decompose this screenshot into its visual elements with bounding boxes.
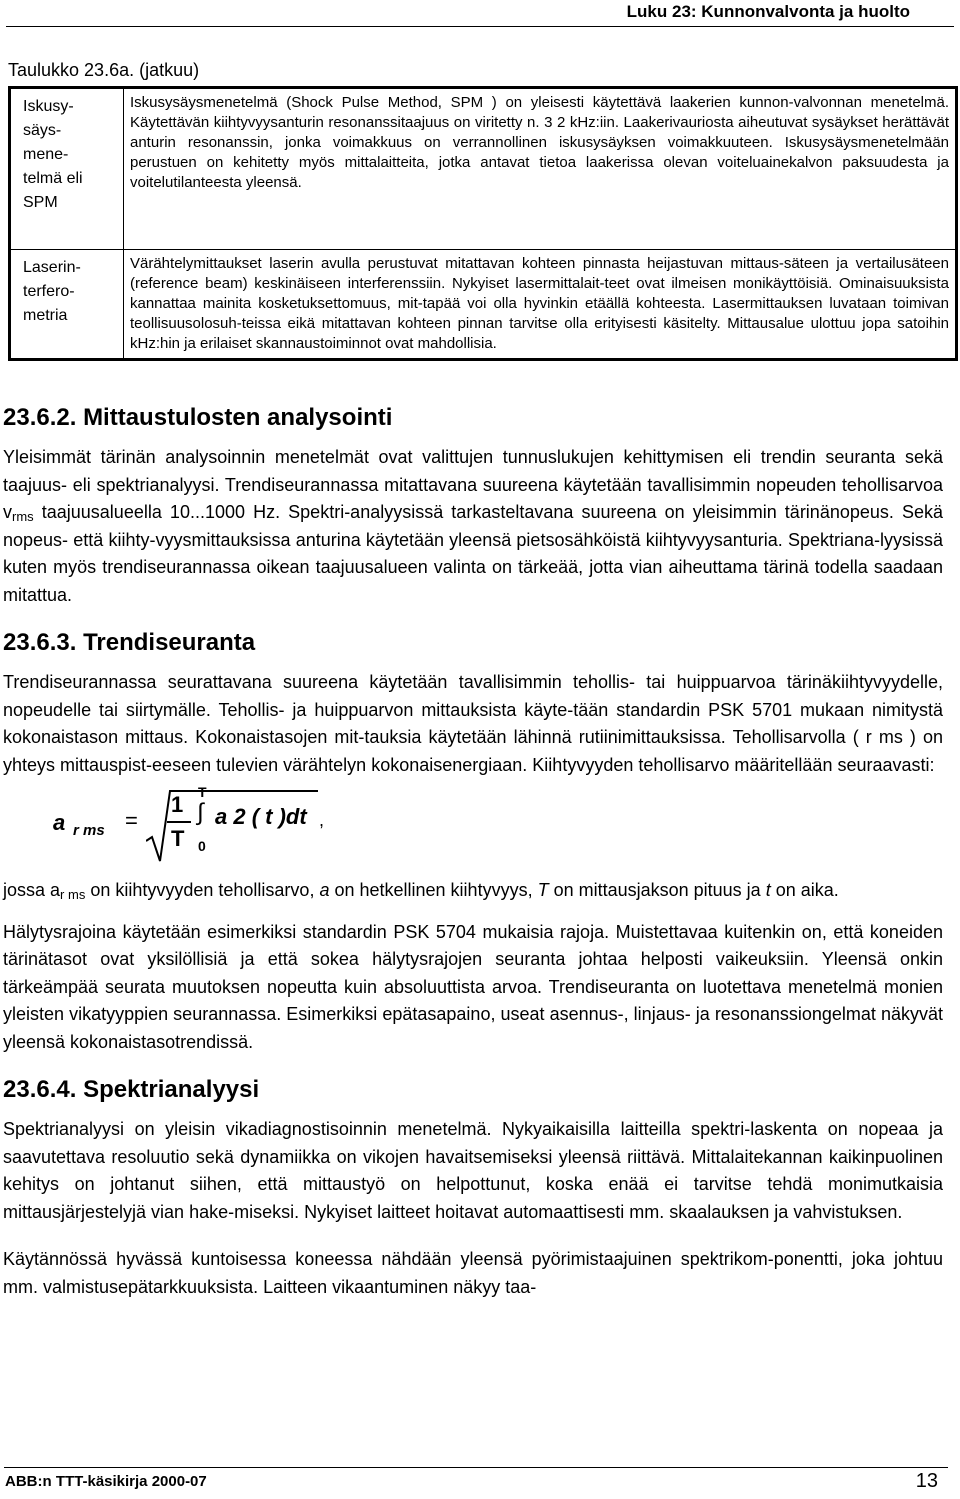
paragraph-text: taajuusalueella 10...1000 Hz. Spektri-analyysissä tarkasteltavana suureena on yleisimmin tärinänopeus. Sekä nopeus- että kiihty-vyysmittauksissa anturina käytetään yleensä pietsosähköistä kiihtyvyysanturia. Spektriana-lyysissä kuten myös trendiseurannassa oikean taajuusalueen valinta on tärkeää, jotta vian aiheuttama tärinä todella saadaan mitattua.	[3, 502, 943, 605]
description-cell: Iskusysäysmenetelmä (Shock Pulse Method, SPM ) on yleisesti käytettävä laakerien kunnon-valvonnan menetelmä. Käytettävän kiihtyvyysanturin resonanssitaajuus on viritetty n. 3 2 kHz:iin. Laakerivauriosta aiheutuvat sysäykset herättävät anturin resonanssin, jonka voimakkuus on verrannollinen iskusysäyksen voimakkuuteen. Iskusysäysmenetelmään perustuen on kehitetty myös mittalaitteita, jotka antavat tietoa laakerissa olevan voiteluainekalvon paksuudesta ja voitelutilanteesta yleensä.	[124, 88, 957, 250]
variable: a	[319, 880, 330, 900]
variable: t	[765, 880, 771, 900]
main-content	[3, 398, 943, 1301]
paragraph-text: on aika.	[770, 880, 839, 900]
formula-lhs: a	[53, 810, 66, 835]
fraction-bar	[167, 821, 191, 823]
section-heading: 23.6.3. Trendiseuranta	[3, 629, 256, 656]
formula-numerator: 1	[171, 792, 184, 817]
paragraph-text: on mittausjakson pituus ja	[548, 880, 766, 900]
description-cell: Värähtelymittaukset laserin avulla perustuvat mitattavan kohteen pinnasta heijastuvan mittaus-säteen ja vertailusäteen (reference beam) keskinäiseen interferenssiin. Nykyiset lasermittalait-teet ovat ilmeisen monikäyttöisiä. Ominaisuuksista kannattaa mainita kosketuksettomuus, mit-tapää voi olla hyvinkin etäällä kohteesta. Lasermittauksen luvataan toimivan teollisuusolosuh-teissa eikä mitattavan kohteen pinnan tarvitse olla erityisesti käsitelty. Mittausalue ulottuu jopa satoihin kHz:hin ja erilaiset skannaustoiminnot ovat mahdollisia.	[124, 250, 957, 360]
formula-integrand: a 2 ( t )dt	[215, 804, 307, 829]
integral-upper-limit: T	[198, 784, 207, 800]
methods-table	[8, 86, 958, 361]
table-row	[10, 88, 957, 250]
paragraph: Hälytysrajoina käytetään esimerkiksi standardin PSK 5704 mukaisia rajoja. Muistettavaa kuitenkin on, että koneiden tärinätasot ovat yksilöllisiä ja että sokea hälytysrajojen seuranta johtaa helposti vaikeuksiin. Yleensä onkin tärkeämpää seurata muutoksen nopeutta kuin absoluuttista arvoa. Trendiseuranta on luotettava menetelmä monien yleisten vikatyyppien seurannassa. Esimerkiksi epätasapaino, useat asennus-, linjaus- ja resonanssiongelmat näkyvät yleensä kokonaistasotrendissä.	[3, 921, 943, 1052]
footer-publication: ABB:n TTT-käsikirja 2000-07	[5, 1473, 207, 1490]
paragraph: Spektrianalyysi on yleisin vikadiagnostisoinnin menetelmä. Nykyaikaisilla laitteilla spektri-laskenta on nopeaa ja saavutettava resoluutio sekä dynamiikka on vikojen havaitsemiseksi yleensä riittävä. Mittalaitekannan kaikinpuolinen kehitys on johtanut siihen, että mittaustyö on helpottunut, koska enää ei tarvitse tehdä monimutkaisia mittausjärjestelyjä vian hake-miseksi. Nykyiset laitteet hoitavat automaattisesti mm. skaalauksen ja vahvistuksen.	[3, 1119, 943, 1222]
table-caption: Taulukko 23.6a. (jatkuu)	[8, 60, 200, 80]
rms-formula	[3, 779, 403, 877]
paragraph: Trendiseurannassa seurattavana suureena käytetään tavallisimmin tehollis- tai huippuarvoa tärinäkiihtyvyydelle, nopeudelle tai siirtymälle. Tehollis- ja huippuarvon mittauksista käyte-tään standardin PSK 5701 mukaan nimitystä kokonaistason mittaus. Kokonaistasojen mit-tauksia käytetään lähinnä rutiinimittauksissa. Tehollisarvolla ( r ms ) on yhteys mittauspist-eeseen tulevien värähtelyn kokonaisenergiaan. Kiihtyvyyden tehollisarvo määritellään seuraavasti:	[3, 672, 943, 775]
term-cell: Iskusy- säys- mene- telmä eli SPM	[10, 88, 124, 250]
table-row	[10, 250, 957, 360]
section-heading: 23.6.4. Spektrianalyysi	[3, 1076, 260, 1103]
paragraph-text: on kiihtyvyyden tehollisarvo,	[85, 880, 320, 900]
running-header: Luku 23: Kunnonvalvonta ja huolto	[626, 2, 910, 21]
paragraph	[3, 444, 943, 609]
integral-lower-limit: 0	[198, 838, 206, 854]
formula-denominator: T	[171, 826, 185, 851]
paragraph-text: on hetkellinen kiihtyvyys,	[329, 880, 538, 900]
term-cell: Laserin- terfero- metria	[10, 250, 124, 360]
formula-equals: =	[125, 808, 138, 833]
section-heading: 23.6.2. Mittaustulosten analysointi	[3, 404, 393, 431]
subscript: rms	[12, 509, 34, 524]
paragraph-text: jossa a	[3, 880, 61, 900]
footer-rule	[4, 1467, 948, 1468]
paragraph	[3, 877, 943, 905]
paragraph-text: Yleisimmät tärinän analysoinnin menetelmät ovat valittujen tunnuslukujen kehittymisen eli trendin seuranta sekä taajuus- eli spektrianalyysi. Trendiseurannassa mitattavana suureena käytetään tavallisimmin nopeuden tehollisarvoa v	[3, 447, 943, 522]
formula-lhs-subscript: r ms	[73, 822, 105, 839]
header-rule	[6, 26, 954, 27]
subscript: r ms	[60, 887, 86, 902]
variable: T	[537, 880, 549, 900]
paragraph: Käytännössä hyvässä kuntoisessa koneessa nähdään yleensä pyörimistaajuinen spektrikom-ponentti, joka johtuu mm. valmistusepätarkkuuksista. Laitteen vikaantuminen näkyy taa-	[3, 1249, 943, 1297]
page-number: 13	[915, 1470, 938, 1492]
integral-sign: ∫	[197, 799, 204, 826]
formula-comma: ,	[319, 810, 325, 830]
